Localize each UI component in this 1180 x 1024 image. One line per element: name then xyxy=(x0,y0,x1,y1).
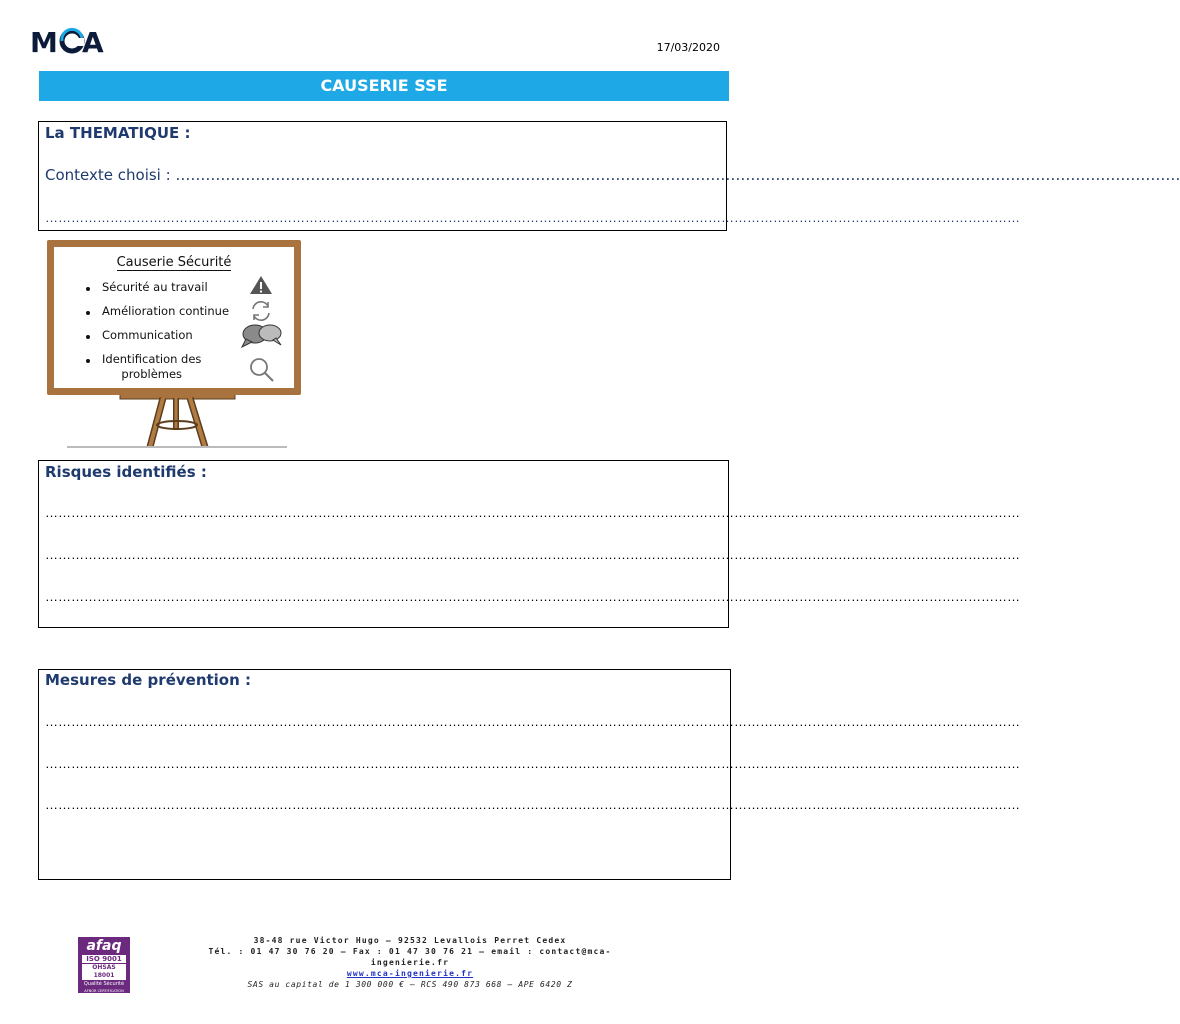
risques-line[interactable]: ……………………………………………………………………………………………………………………………………………………………………………………………………… xyxy=(45,547,1020,562)
afaq-brand: afaq xyxy=(86,938,122,954)
footer-contact-block xyxy=(180,935,640,990)
bullet xyxy=(86,311,90,315)
mesures-title: Mesures de prévention : xyxy=(45,671,252,689)
risques-line[interactable]: ……………………………………………………………………………………………………………………………………………………………………………………………………… xyxy=(45,505,1020,520)
mesures-box xyxy=(38,669,1020,880)
afaq-ohsas: OHSAS 18001 xyxy=(82,964,126,980)
board-title: Causerie Sécurité xyxy=(116,255,232,270)
mesures-line[interactable]: ……………………………………………………………………………………………………………………………………………………………………………………………………… xyxy=(45,797,1020,812)
footer-legal: SAS au capital de 1 300 000 € – RCS 490 873 668 – APE 6420 Z xyxy=(247,980,573,989)
warning-triangle-icon xyxy=(249,275,273,295)
refresh-icon xyxy=(249,299,273,323)
svg-text:M: M xyxy=(30,26,57,59)
document-date: 17/03/2020 xyxy=(656,41,720,54)
board-item-identification-line2: problèmes xyxy=(121,367,183,381)
board-surface xyxy=(54,247,294,388)
document-title-banner: CAUSERIE SSE xyxy=(39,71,729,101)
board-frame xyxy=(47,240,301,395)
mesures-line[interactable]: ……………………………………………………………………………………………………………………………………………………………………………………………………… xyxy=(45,714,1020,729)
risques-box xyxy=(38,460,1020,628)
thematique-title: La THEMATIQUE : xyxy=(45,124,191,142)
risques-line[interactable]: ……………………………………………………………………………………………………………………………………………………………………………………………………… xyxy=(45,589,1020,604)
afaq-iso: ISO 9001 xyxy=(82,955,126,963)
footer-contact: Tél. : 01 47 30 76 20 – Fax : 01 47 30 76 21 – email : contact@mca-ingenierie.fr xyxy=(208,947,612,967)
thematique-box xyxy=(38,121,1180,231)
speech-bubbles-icon xyxy=(240,323,284,349)
footer-address: 38-48 rue Victor Hugo – 92532 Levallois Perret Cedex xyxy=(253,936,567,945)
afaq-certification-logo xyxy=(78,937,130,993)
board-item-securite: Sécurité au travail xyxy=(102,280,208,294)
svg-text:A: A xyxy=(82,26,104,59)
mca-logo xyxy=(30,26,112,59)
mesures-line[interactable]: ……………………………………………………………………………………………………………………………………………………………………………………………………… xyxy=(45,756,1020,771)
board-item-amelioration: Amélioration continue xyxy=(102,304,230,318)
bullet xyxy=(86,359,90,363)
board-item-identification xyxy=(102,352,201,382)
bullet xyxy=(86,287,90,291)
contexte-field[interactable]: Contexte choisi : ………………………………………………………………………………………………………………………………………………………………………………… xyxy=(45,166,1180,184)
afaq-qualite: Qualité Sécurité xyxy=(83,981,125,987)
board-item-identification-line1: Identification des xyxy=(102,352,202,366)
footer-website-link[interactable]: www.mca-ingenierie.fr xyxy=(346,969,474,978)
causerie-board-illustration xyxy=(45,240,305,452)
bullet xyxy=(86,335,90,339)
afaq-afnor: AFNOR CERTIFICATION xyxy=(84,989,124,993)
magnifier-icon xyxy=(249,357,275,383)
thematique-line[interactable]: ……………………………………………………………………………………………………………………………………………………………………………………………………… xyxy=(45,210,1020,225)
risques-title: Risques identifiés : xyxy=(45,463,207,481)
board-item-communication: Communication xyxy=(102,328,193,342)
